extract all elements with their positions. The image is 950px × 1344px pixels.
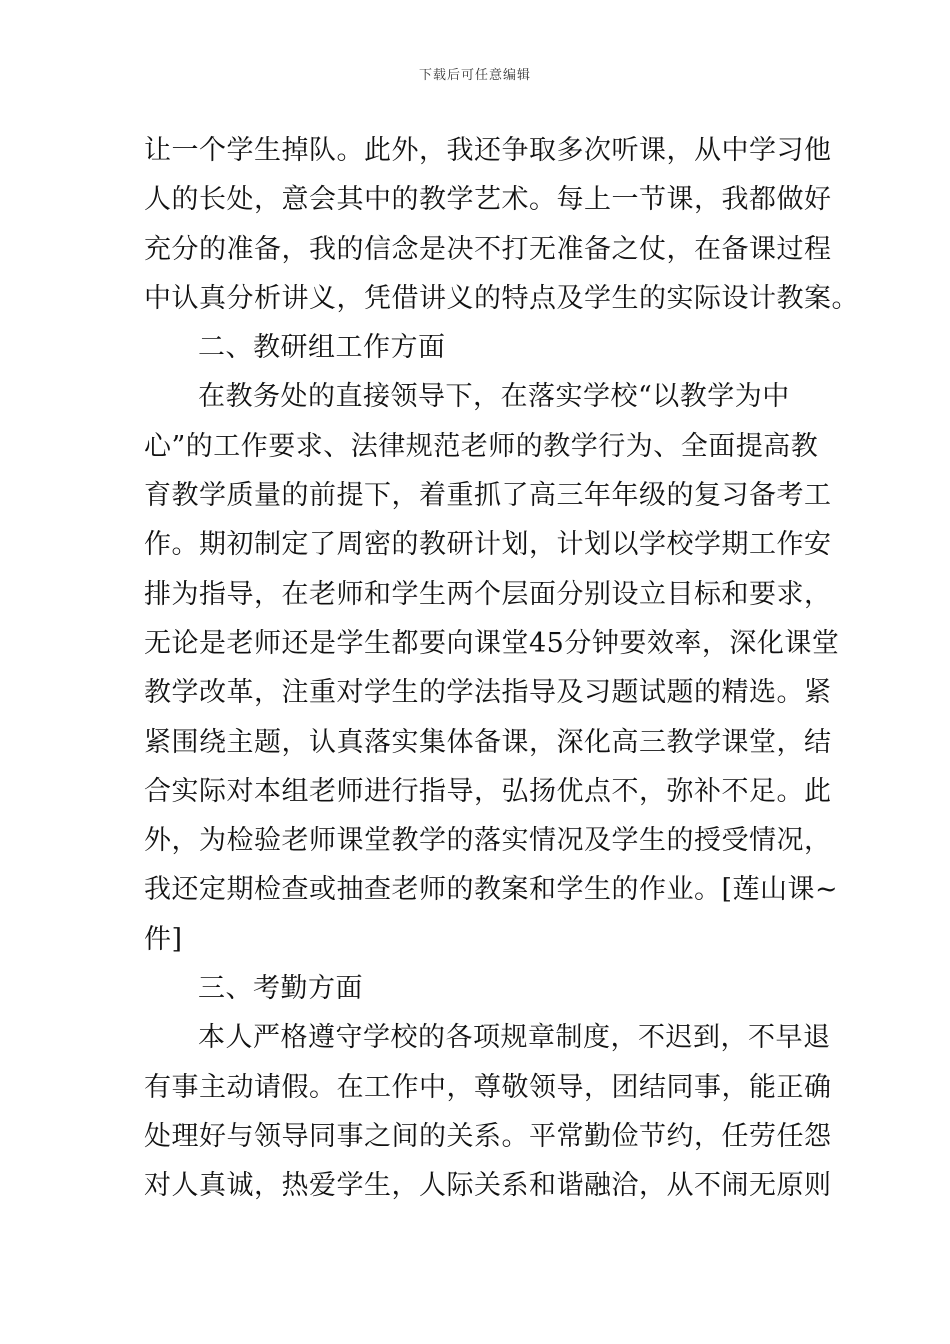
text-line: 合实际对本组老师进行指导，弘扬优点不，弥补不足。此	[144, 775, 832, 807]
text-line: 在教务处的直接领导下，在落实学校“以教学为中	[198, 381, 790, 413]
text-line: 教学改革，注重对学生的学法指导及习题试题的精选。紧	[144, 677, 832, 709]
text-line: 有事主动请假。在工作中，尊敬领导，团结同事，能正确	[144, 1071, 832, 1103]
text-line: 让一个学生掉队。此外，我还争取多次听课，从中学习他	[144, 135, 832, 166]
text-line: 外，为检验老师课堂教学的落实情况及学生的授受情况，	[144, 825, 832, 857]
text-line: 作。期初制定了周密的教研计划，计划以学校学期工作安	[144, 529, 832, 561]
text-line: 心”的工作要求、法律规范老师的教学行为、全面提高教	[144, 430, 819, 462]
text-line: 无论是老师还是学生都要向课堂45分钟要效率，深化课堂	[144, 627, 840, 659]
text-line: 处理好与领导同事之间的关系。平常勤俭节约，任劳任怨	[144, 1120, 832, 1152]
section-heading: 三、考勤方面	[198, 973, 363, 1005]
text-line: 充分的准备，我的信念是决不打无准备之仗，在备课过程	[144, 233, 832, 265]
text-line: 中认真分析讲义，凭借讲义的特点及学生的实际设计教案。	[144, 282, 859, 314]
document-body	[144, 126, 859, 1211]
text-line: 件]	[144, 923, 183, 955]
text-line: 紧围绕主题，认真落实集体备课，深化高三教学课堂，结	[144, 726, 832, 758]
text-line: 排为指导，在老师和学生两个层面分别设立目标和要求，	[144, 578, 832, 610]
text-line: 育教学质量的前提下，着重抓了高三年年级的复习备考工	[144, 480, 832, 512]
section-heading: 二、教研组工作方面	[198, 332, 446, 364]
text-line: 对人真诚，热爱学生，人际关系和谐融洽，从不闹无原则	[144, 1170, 832, 1202]
text-line: 人的长处，意会其中的教学艺术。每上一节课，我都做好	[144, 184, 832, 216]
text-line: 我还定期检查或抽查老师的教案和学生的作业。[莲山课~	[144, 874, 839, 906]
page-header: 下载后可任意编辑	[418, 68, 531, 83]
text-line: 本人严格遵守学校的各项规章制度，不迟到，不早退	[198, 1022, 831, 1054]
